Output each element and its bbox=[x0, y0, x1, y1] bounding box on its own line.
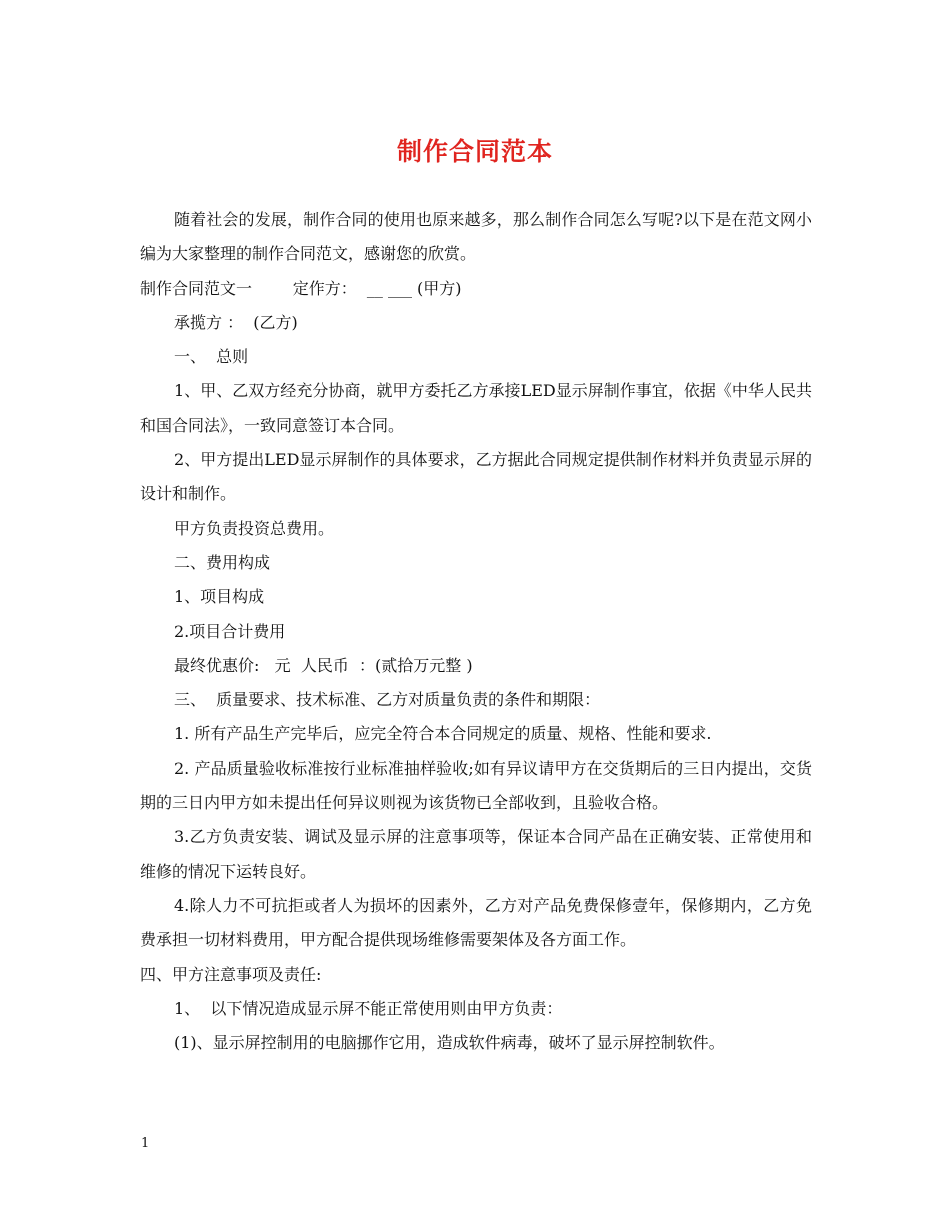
paragraph-clause: 1. 所有产品生产完毕后，应完全符合本合同规定的质量、规格、性能和要求. bbox=[174, 724, 712, 744]
paragraph-price: 最终优惠价: 元 人民币 ：(贰拾万元整 ) bbox=[174, 655, 473, 675]
page-number: 1 bbox=[141, 1136, 150, 1151]
paragraph-clause: 1、项目构成 bbox=[174, 587, 265, 607]
paragraph-clause: 2.项目合计费用 bbox=[174, 621, 286, 641]
paragraph-clause: 3.乙方负责安装、调试及显示屏的注意事项等，保证本合同产品在正确安装、正常使用和维修的情况下运转良好。 bbox=[140, 827, 812, 881]
paragraph-contract-header: 制作合同范文一 定作方： __ ___ (甲方) bbox=[140, 278, 462, 298]
section-heading-party-a: 四、甲方注意事项及责任: bbox=[140, 964, 322, 984]
document-body bbox=[140, 203, 812, 1060]
section-heading-general: 一、 总则 bbox=[174, 347, 249, 367]
paragraph-clause: 2、甲方提出LED显示屏制作的具体要求，乙方据此合同规定提供制作材料并负责显示屏的设计和制作。 bbox=[140, 450, 812, 504]
paragraph-clause: 甲方负责投资总费用。 bbox=[174, 518, 335, 538]
document-title: 制作合同范本 bbox=[396, 137, 553, 166]
paragraph-contractor: 承揽方 ： (乙方) bbox=[174, 312, 298, 332]
paragraph-intro: 随着社会的发展，制作合同的使用也原来越多，那么制作合同怎么写呢?以下是在范文网小编为大家整理的制作合同范文，感谢您的欣赏。 bbox=[140, 210, 812, 264]
section-heading-quality: 三、 质量要求、技术标准、乙方对质量负责的条件和期限： bbox=[174, 690, 601, 710]
paragraph-clause: (1)、显示屏控制用的电脑挪作它用，造成软件病毒，破坏了显示屏控制软件。 bbox=[174, 1033, 725, 1053]
paragraph-clause: 1、 以下情况造成显示屏不能正常使用则由甲方负责： bbox=[174, 998, 563, 1018]
paragraph-clause: 4.除人力不可抗拒或者人为损坏的因素外，乙方对产品免费保修壹年，保修期内，乙方免费承担一切材料费用，甲方配合提供现场维修需要架体及各方面工作。 bbox=[140, 895, 812, 950]
paragraph-clause: 1、甲、乙双方经充分协商，就甲方委托乙方承接LED显示屏制作事宜，依据《中华人民共和国合同法》，一致同意签订本合同。 bbox=[140, 381, 812, 435]
section-heading-costs: 二、费用构成 bbox=[174, 552, 271, 572]
paragraph-clause: 2. 产品质量验收标准按行业标准抽样验收;如有异议请甲方在交货期后的三日内提出，交货期的三日内甲方如未提出任何异议则视为该货物已全部收到，且验收合格。 bbox=[140, 758, 812, 813]
